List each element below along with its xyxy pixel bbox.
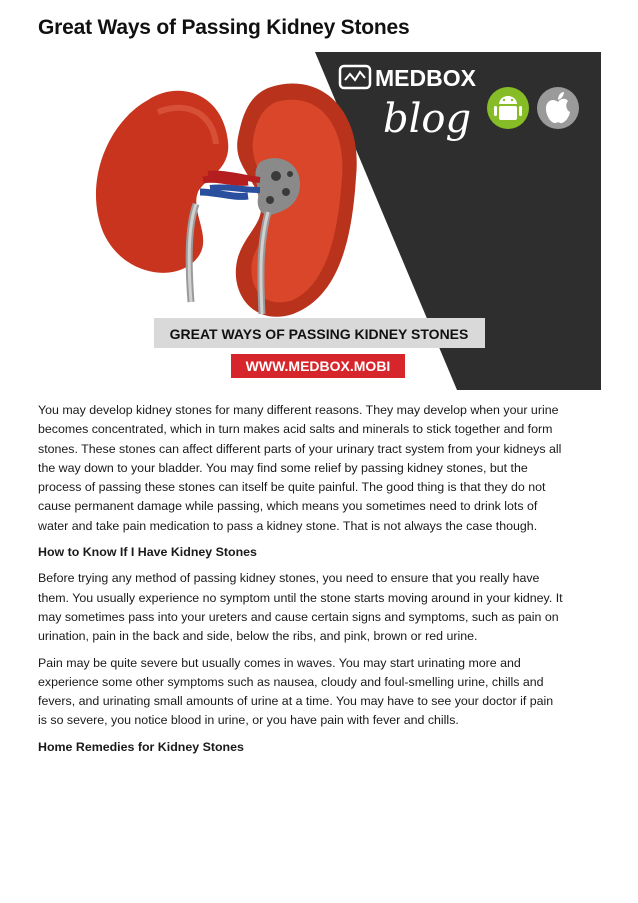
banner-url: WWW.MEDBOX.MOBI [245,358,391,374]
android-icon [487,87,529,129]
brand-subtitle: blog [383,96,472,142]
section-heading-remedies: Home Remedies for Kidney Stones [38,739,244,754]
symptoms-paragraph: Before trying any method of passing kidney stones, you need to ensure that you really have them. You usually experience no symptom until the stone starts moving around in your kidney. It may sometimes pass into your ureters and cause certain signs and symptoms, such as pain on urination, pain in the back and side, below the ribs, and pink, brown or red urine. [38,571,563,644]
pain-paragraph: Pain may be quite severe but usually comes in waves. You may start urinating more and experience some other symptoms such as nausea, cloudy and foul-smelling urine, chills and fevers, and urinating small amounts of urine at a time. You may have to see your doctor if pain is so severe, you notice blood in urine, or you have pain with fever and chills. [38,655,554,728]
section-heading-know: How to Know If I Have Kidney Stones [38,545,257,560]
brand-name: MEDBOX [375,65,476,91]
article-body [38,401,563,764]
apple-icon [537,87,579,129]
page-title: Great Ways of Passing Kidney Stones [38,16,410,39]
banner-image [38,52,601,390]
banner-headline: GREAT WAYS OF PASSING KIDNEY STONES [169,326,469,342]
intro-paragraph: You may develop kidney stones for many different reasons. They may develop when your urine becomes concentrated, which in turn makes acid salts and minerals to stick together and form stones. These stones can affect different parts of your urinary tract system from your kidneys all the way down to your bladder. You may find some relief by passing kidney stones, but the process of passing these stones can itself be quite painful. The good thing is that they do not cause permanent damage while passing, which means you sometimes need to drink lots of water and take pain medication to pass a kidney stone. That is not always the case though. [38,403,562,533]
